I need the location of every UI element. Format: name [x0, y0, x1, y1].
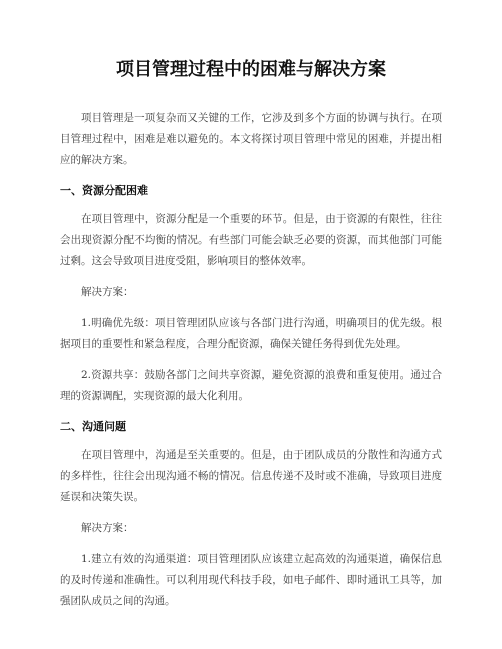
- section1-paragraph-problem: 在项目管理中，资源分配是一个重要的环节。但是，由于资源的有限性，往往会出现资源分配不均衡的情况。有些部门可能会缺乏必要的资源，而其他部门可能过剩。这会导致项目进度受阻，影响项目的整体效率。: [60, 213, 442, 267]
- section2-solution-channels: 1.建立有效的沟通渠道：项目管理团队应该建立起高效的沟通渠道，确保信息的及时传递和准确性。可以利用现代科技手段，如电子邮件、即时通讯工具等，加强团队成员之间的沟通。: [60, 553, 442, 607]
- document-title: 项目管理过程中的困难与解决方案: [116, 59, 386, 80]
- intro-paragraph: 项目管理是一项复杂而又关键的工作，它涉及到多个方面的协调与执行。在项目管理过程中，困难是难以避免的。本文将探讨项目管理中常见的困难，并提出相应的解决方案。: [60, 112, 442, 166]
- section2-paragraph-problem: 在项目管理中，沟通是至关重要的。但是，由于团队成员的分散性和沟通方式的多样性，往往会出现沟通不畅的情况。信息传递不及时或不准确，导致项目进度延误和决策失误。: [60, 449, 442, 503]
- section-heading-resource-allocation: 一、资源分配困难: [60, 184, 148, 197]
- section1-solution-priority: 1.明确优先级：项目管理团队应该与各部门进行沟通，明确项目的优先级。根据项目的重要性和紧急程度，合理分配资源，确保关键任务得到优先处理。: [60, 317, 442, 350]
- section1-solution-label: 解决方案：: [81, 286, 134, 298]
- section2-solution-label: 解决方案：: [81, 522, 134, 534]
- section1-solution-sharing: 2.资源共享：鼓励各部门之间共享资源，避免资源的浪费和重复使用。通过合理的资源调配，实现资源的最大化利用。: [60, 369, 442, 402]
- section-heading-communication: 二、沟通问题: [60, 420, 126, 433]
